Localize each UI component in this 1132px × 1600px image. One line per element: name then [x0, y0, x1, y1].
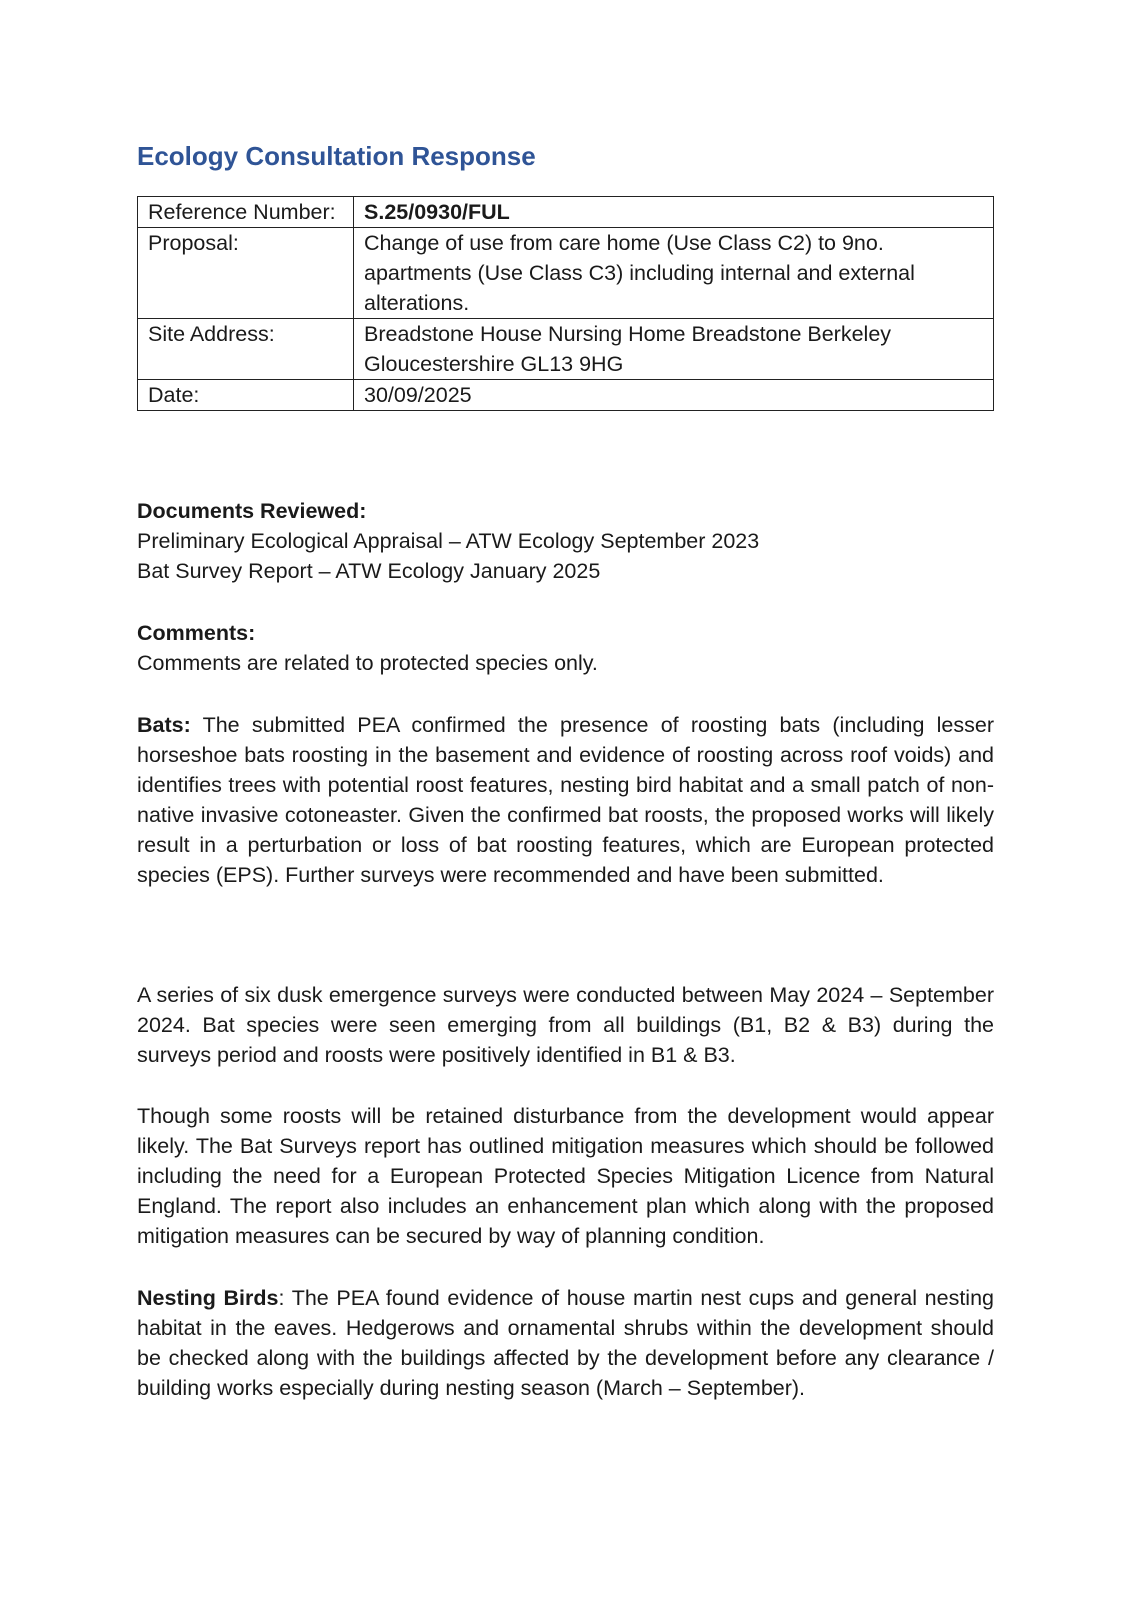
table-row-reference [138, 197, 994, 228]
reference-value: S.25/0930/FUL [354, 197, 994, 228]
bats-label: Bats: [137, 713, 191, 737]
table-row-proposal [138, 228, 994, 319]
document-item: Preliminary Ecological Appraisal – ATW Ecology September 2023 [137, 529, 760, 553]
nesting-birds-text: : The PEA found evidence of house martin nest cups and general nesting habitat in the eaves. Hedgerows and ornamental shrubs within the development should be checked along with the buildings affected by the development before any clearance / building works especially during nesting season (March – September). [137, 1286, 994, 1400]
proposal-label: Proposal: [138, 228, 354, 319]
bats-paragraph-2: A series of six dusk emergence surveys were conducted between May 2024 – September 2024. Bat species were seen emerging from all buildings (B1, B2 & B3) during the surveys period and roosts were positively identified in B1 & B3. [137, 983, 994, 1067]
proposal-value: Change of use from care home (Use Class C2) to 9no. apartments (Use Class C3) including internal and external alterations. [354, 228, 994, 319]
bats-paragraph-1 [137, 710, 994, 890]
reference-label: Reference Number: [138, 197, 354, 228]
table-row-date [138, 380, 994, 411]
page-title: Ecology Consultation Response [137, 141, 536, 171]
comments-intro: Comments are related to protected species only. [137, 651, 598, 675]
comments-heading: Comments: [137, 621, 256, 645]
nesting-birds-label: Nesting Birds [137, 1286, 279, 1310]
date-value: 30/09/2025 [354, 380, 994, 411]
table-row-site-address [138, 319, 994, 380]
nesting-birds-paragraph [137, 1283, 994, 1403]
site-address-value: Breadstone House Nursing Home Breadstone Berkeley Gloucestershire GL13 9HG [354, 319, 994, 380]
comments-section [137, 618, 994, 678]
document-item: Bat Survey Report – ATW Ecology January 2025 [137, 559, 601, 583]
bats-paragraph-1-text: The submitted PEA confirmed the presence of roosting bats (including lesser horseshoe bats roosting in the basement and evidence of roosting across roof voids) and identifies trees with potential roost features, nesting bird habitat and a small patch of non-native invasive cotoneaster. Given the confirmed bat roosts, the proposed works will likely result in a perturbation or loss of bat roosting features, which are European protected species (EPS). Further surveys were recommended and have been submitted. [137, 713, 994, 887]
date-label: Date: [138, 380, 354, 411]
info-table [137, 196, 994, 411]
site-address-label: Site Address: [138, 319, 354, 380]
documents-reviewed-heading: Documents Reviewed: [137, 499, 367, 523]
documents-reviewed-section [137, 496, 994, 586]
bats-paragraph-3: Though some roosts will be retained disturbance from the development would appear likely. The Bat Surveys report has outlined mitigation measures which should be followed including the need for a European Protected Species Mitigation Licence from Natural England. The report also includes an enhancement plan which along with the proposed mitigation measures can be secured by way of planning condition. [137, 1104, 994, 1248]
